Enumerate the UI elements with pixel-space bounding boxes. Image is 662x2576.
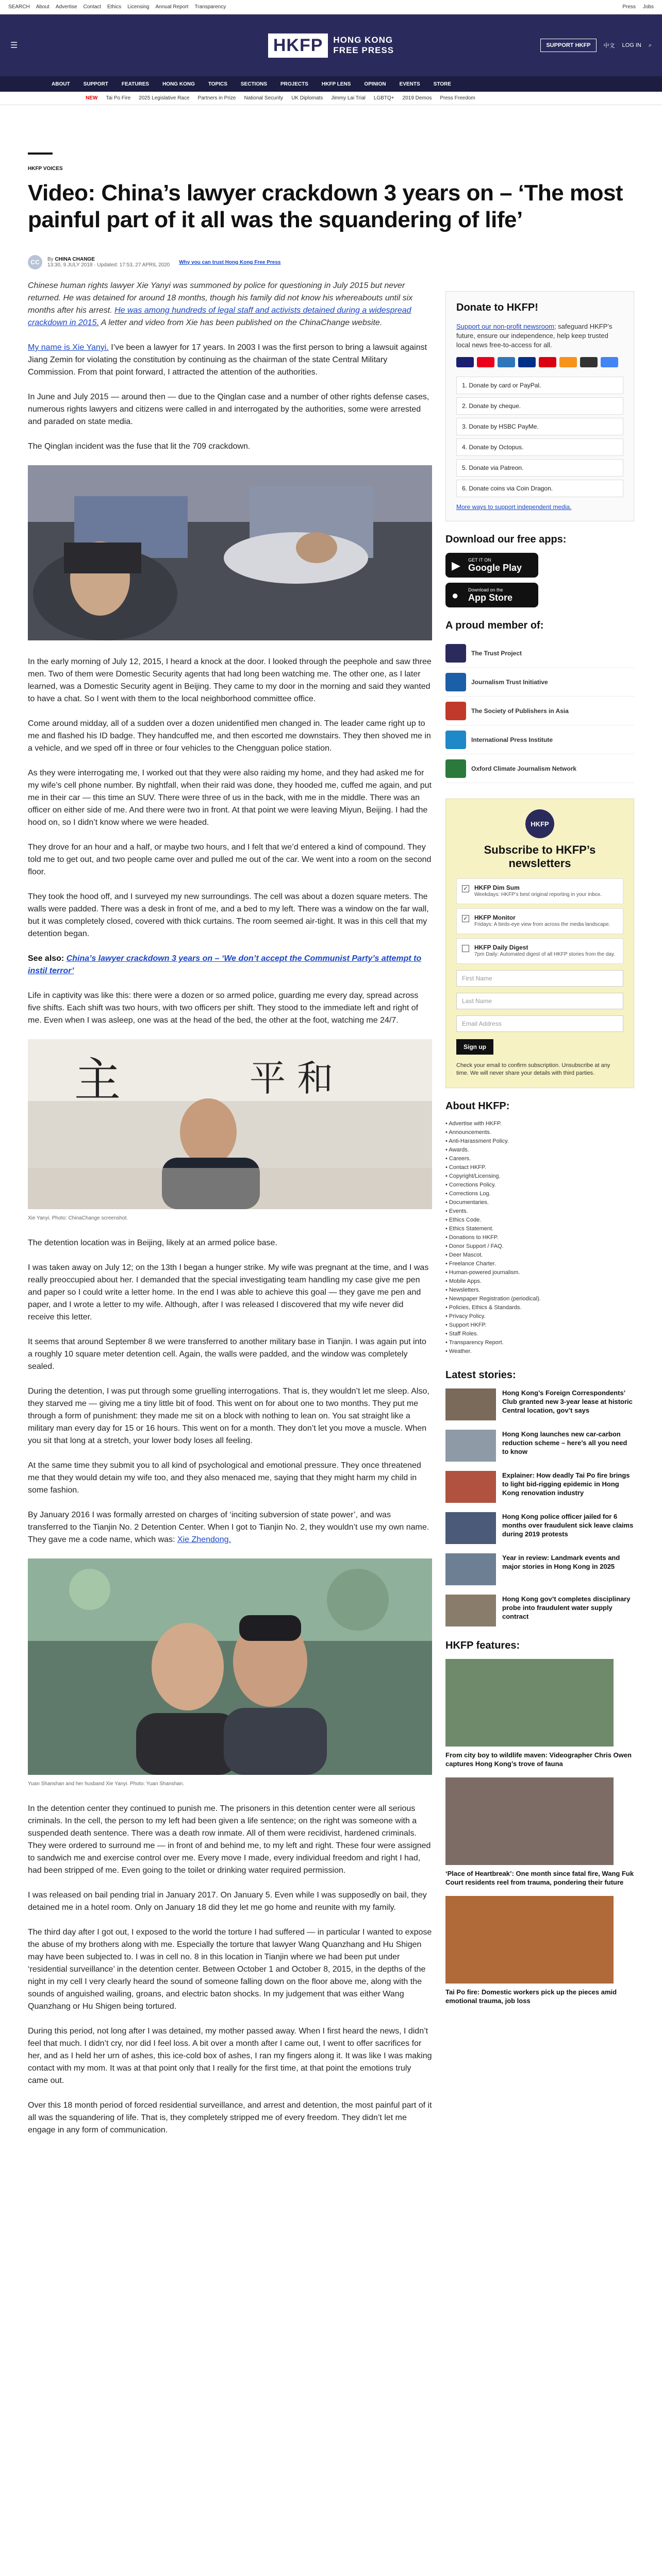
donate-intro-text: ; safeguard HKFP’s future, ensure our independence, help keep trusted local news free-to-access for all. <box>456 323 613 349</box>
paragraph-text: By January 2016 I was formally arrested on charges of ‘inciting subversion of state power’, and was transferred to the Tianjin No. 2 Detention Center. When I got to Tianjin No. 2, they wouldn’t use my own name. They gave me a code name, which was: <box>28 1511 429 1544</box>
paragraph: Come around midday, all of a sudden over a dozen unidentified men changed in. The leader came right up to me and flashed his ID badge. They handcuffed me, and then escorted me downstairs. They then shoved me in a vehicle, and we sped off in three or four vehicles to the Chengguan police station. <box>28 719 431 753</box>
top-link[interactable]: Licensing <box>127 4 150 10</box>
logo-mark: HKFP <box>268 33 328 58</box>
paragraph: During the detention, I was put through some gruelling interrogations. That is, they wouldn’t let me sleep. Also, they starved me — giving me a tiny little bit of food. This went on for about one to two months. They put me through a form of punishment: they made me sit on a block with nothing to lean on. You sat straight like a military man every day for 15 or 16 hours. This went on for a month. They don’t let you move a muscle. When you sit that long at a stretch, your lower body loses all feeling. <box>28 1387 429 1445</box>
donate-option[interactable]: 5. Donate via Patreon. <box>456 459 623 477</box>
signup-button[interactable]: Sign up <box>456 1039 493 1055</box>
about-title: About HKFP: <box>445 1100 510 1112</box>
feature-image[interactable] <box>445 1777 614 1865</box>
donate-options <box>456 377 623 497</box>
sidebar <box>445 280 634 2149</box>
latest-story[interactable] <box>445 1430 634 1462</box>
google-play-label: Google Play <box>468 562 522 573</box>
about-link[interactable]: • Privacy Policy. <box>445 1312 634 1321</box>
sub-nav-item[interactable]: National Security <box>244 95 284 101</box>
checkbox[interactable]: ✓ <box>462 915 469 922</box>
paragraph: Life in captivity was like this: there were a dozen or so armed police, guarding me every day, spread across five shifts. Each shift was two hours, with two officers per shift. They stood to the immediate left and right of me. Even when I was asleep, one was at the head of the bed, the other at the foot, watching me 24/7. <box>28 991 419 1025</box>
google-play-button[interactable] <box>445 553 538 578</box>
paragraph: The third day after I got out, I exposed to the world the torture I had suffered — in particular I wanted to expose the abuse of my brothers along with me. Especially the torture that lawyer Wang Quanzhang and Hu Shigen may have been subjected to. I was in cell no. 8 in this location in Tianjin where we had been put under ‘residential surveillance’ in the detention center. Between October 1 and October 8, 2015, in the depths of the night in my cell I very clearly heard the sound of someone falling down on the floor above me, along with the sounds of anguished wailing, groans, and electric baton shocks. In my judgement that was either Wang Quanzhang or Hu Shigen being tortured. <box>28 1928 432 2011</box>
sub-nav-item[interactable]: UK Diplomats <box>291 95 323 101</box>
sub-nav-item[interactable]: 2025 Legislative Race <box>139 95 190 101</box>
about-link[interactable]: • Support HKFP. <box>445 1321 634 1330</box>
newsletter-box <box>445 799 634 1088</box>
about-link[interactable]: • Awards. <box>445 1146 634 1155</box>
photo-illustration <box>28 1558 432 1775</box>
member-name: Journalism Trust Initiative <box>471 678 548 686</box>
byline-author-row: By CHINA CHANGE <box>47 257 95 262</box>
last-name-field[interactable]: Last Name <box>456 993 623 1009</box>
member-name: The Society of Publishers in Asia <box>471 707 569 715</box>
app-store-label: App Store <box>468 592 513 603</box>
top-utility-bar <box>0 0 662 14</box>
top-links-left <box>8 4 225 10</box>
nav-item[interactable]: HONG KONG <box>162 81 195 87</box>
nav-item[interactable]: HKFP LENS <box>321 81 351 87</box>
top-link[interactable]: Ethics <box>107 4 122 10</box>
about-link[interactable]: • Donor Support / FAQ. <box>445 1242 634 1251</box>
story-thumbnail <box>445 1471 496 1503</box>
paypal-icon <box>518 357 536 367</box>
article-lede <box>28 280 432 329</box>
search-icon[interactable]: ⌕ <box>648 42 652 48</box>
newsletter-option-text <box>474 944 615 958</box>
about-link[interactable]: • Donations to HKFP. <box>445 1233 634 1242</box>
masthead <box>0 14 662 76</box>
nav-item[interactable]: SUPPORT <box>83 81 108 87</box>
byline <box>28 255 634 269</box>
top-link[interactable]: Annual Report <box>155 4 189 10</box>
sub-nav-item[interactable]: 2019 Demos <box>402 95 432 101</box>
sub-nav <box>0 92 662 105</box>
newsletter-options <box>456 878 623 964</box>
about-link[interactable]: • Corrections Log. <box>445 1190 634 1198</box>
play-store-icon: ▶ <box>452 559 460 572</box>
newsletter-desc: Weekdays: HKFP’s best original reporting in your inbox. <box>474 892 602 897</box>
top-link[interactable]: About <box>36 4 49 10</box>
paragraph-link[interactable]: My name is Xie Yanyi. <box>28 343 109 352</box>
newsletter-option[interactable] <box>456 878 623 904</box>
member-item[interactable] <box>445 668 634 697</box>
about-link[interactable]: • Contact HKFP. <box>445 1163 634 1172</box>
member-item[interactable] <box>445 725 634 754</box>
newsletter-title: Subscribe to HKFP’s newsletters <box>484 843 596 870</box>
article-body <box>28 280 432 2149</box>
lede-text: Chinese human rights lawyer Xie Yanyi was summoned by police for questioning in July 2015 but never returned. He was detained for around 18 months, though his family did not know his whereabouts until six months after his arrest. <box>28 281 413 315</box>
couple-photo <box>28 1558 432 1775</box>
top-link[interactable]: Contact <box>83 4 101 10</box>
sub-nav-item[interactable]: LGBTQ+ <box>373 95 394 101</box>
donate-title: Donate to HKFP! <box>456 302 538 313</box>
donate-intro-link[interactable]: Support our non-profit newsroom <box>456 323 555 330</box>
members-title: A proud member of: <box>445 620 544 631</box>
publish-date: 13:30, 9 JULY 2018 · Updated: 17:53, 27 APRIL 2020 <box>47 262 170 268</box>
paragraph-link[interactable]: Xie Zhendong. <box>177 1535 231 1544</box>
applepay-icon <box>580 357 598 367</box>
donate-option[interactable]: 4. Donate by Octopus. <box>456 438 623 456</box>
latest-story[interactable] <box>445 1595 634 1626</box>
payment-logos <box>456 357 623 367</box>
paragraph: At the same time they submit you to all kind of psychological and emotional pressure. They once threatened me that they would detain my wife too, and they also menaced me, saying that they might harm my child in some fashion. <box>28 1461 421 1495</box>
paragraph: The detention location was in Beijing, likely at an armed police base. <box>28 1239 277 1247</box>
site-logo[interactable] <box>268 33 394 58</box>
member-logo-icon <box>445 673 466 691</box>
nav-item[interactable]: PROJECTS <box>280 81 308 87</box>
content-columns <box>28 280 634 2149</box>
story-title[interactable]: Year in review: Landmark events and major stories in Hong Kong in 2025 <box>502 1554 620 1570</box>
see-also <box>28 953 432 977</box>
paragraph: They drove for an hour and a half, or maybe two hours, and I felt that we’d entered a kind of compound. They told me to get out, and two people came over and pulled me out of the car. We went into a room on the second floor. <box>28 843 432 876</box>
latest-story[interactable] <box>445 1512 634 1544</box>
newsletter-name: HKFP Monitor <box>474 914 516 921</box>
about-link[interactable]: • Careers. <box>445 1155 634 1163</box>
photo-illustration <box>28 1039 432 1209</box>
payme-icon <box>539 357 556 367</box>
newsletter-desc: Fridays: A birds-eye view from across the media landscape. <box>474 922 610 927</box>
photo-caption: Xie Yanyi. Photo: ChinaChange screenshot. <box>28 1215 128 1221</box>
nav-item[interactable]: FEATURES <box>121 81 150 87</box>
about-link[interactable]: • Policies, Ethics & Standards. <box>445 1303 634 1312</box>
paragraph: It seems that around September 8 we were transferred to another military base in Tianjin. I was again put into a roughly 10 square meter detention cell. Again, the walls were padded, and the window was completely sealed. <box>28 1337 426 1371</box>
apple-icon: ● <box>452 589 459 602</box>
see-also-label: See also: <box>28 954 64 963</box>
member-list <box>445 639 634 783</box>
top-link[interactable]: SEARCH <box>8 4 30 10</box>
feature-stories <box>445 1659 634 2005</box>
visa-icon <box>456 357 474 367</box>
about-link[interactable]: • Advertise with HKFP. <box>445 1120 634 1128</box>
paragraph <box>28 342 432 379</box>
top-link[interactable]: Advertise <box>55 4 77 10</box>
video-still-image[interactable] <box>28 465 432 640</box>
paragraph: During this period, not long after I was detained, my mother passed away. When I first heard the news, I didn’t feel that much. I didn’t cry, nor did I feel loss. A bit over a month after I came out, I went to offer sacrifices for her, and as I held her urn of ashes, this ice-cold box of ashes, I ran my fingers along it. It was like I was making contact with my mom. It was at that point only that I really for the first time, at that point the emotions truly came out. <box>28 2027 432 2085</box>
paragraph: In June and July 2015 — around then — due to the Qinglan case and a number of other rights defense cases, numerous rights lawyers and citizens were called in and interrogated by the authorities, some were arrested and paraded on state media. <box>28 393 429 426</box>
about-link[interactable]: • Anti-Harassment Policy. <box>445 1137 634 1146</box>
menu-icon[interactable]: ☰ <box>10 41 18 50</box>
about-link[interactable]: • Transparency Report. <box>445 1338 634 1347</box>
latest-story[interactable] <box>445 1553 634 1585</box>
about-link[interactable]: • Announcements. <box>445 1128 634 1137</box>
donate-option[interactable]: 2. Donate by cheque. <box>456 397 623 415</box>
masthead-actions <box>540 39 652 52</box>
octopus-icon <box>559 357 577 367</box>
newsletter-name: HKFP Daily Digest <box>474 944 528 951</box>
member-logo-icon <box>445 759 466 778</box>
about-link[interactable]: • Deer Mascot. <box>445 1251 634 1260</box>
video-still-illustration <box>28 465 432 640</box>
app-store-button[interactable] <box>445 583 538 607</box>
support-button[interactable]: SUPPORT HKFP <box>540 39 596 52</box>
latest-stories <box>445 1388 634 1626</box>
top-links-right <box>622 4 654 10</box>
paragraph: They took the hood off, and I surveyed my new surroundings. The cell was about a dozen square meters. The walls were padded. There was a desk in front of me, and a bed to my left. There was a window on the far wall, but it was completely closed, covered with thick curtains. The room seemed air-tight. It was in this cell that my detention began. <box>28 892 429 938</box>
google-play-small: GET IT ON <box>468 557 491 563</box>
sub-nav-item[interactable]: Jimmy Lai Trial <box>331 95 366 101</box>
paragraph: As they were interrogating me, I worked out that they were also raiding my home, and they had asked me for my wife’s cell phone number. By nightfall, when their raid was done, they hooded me, cuffed me again, and put me in their car — this time an SUV. There were three of us in the back, with me in the middle. There was an officer on either side of me. And there were two in front. At that point we were leaving Miyun, Beijing. I had the hood on, so I didn’t know where we were headed. <box>28 769 432 827</box>
xie-yanyi-photo <box>28 1039 432 1209</box>
about-link[interactable]: • Freelance Charter. <box>445 1260 634 1268</box>
member-logo-icon <box>445 731 466 749</box>
sub-nav-items <box>106 95 475 101</box>
feature-title[interactable]: From city boy to wildlife maven: Videographer Chris Owen captures Hong Kong’s trove of fauna <box>445 1751 632 1768</box>
latest-title: Latest stories: <box>445 1369 516 1381</box>
top-link[interactable]: Jobs <box>642 4 654 10</box>
new-badge: NEW <box>86 95 98 101</box>
feature-title[interactable]: ‘Place of Heartbreak’: One month since fatal fire, Wang Fuk Court residents reel from trauma, pondering their future <box>445 1870 634 1886</box>
nav-item[interactable]: OPINION <box>364 81 386 87</box>
about-link[interactable]: • Documentaries. <box>445 1198 634 1207</box>
author-avatar: CC <box>28 255 42 269</box>
nav-item[interactable]: SECTIONS <box>240 81 268 87</box>
member-logo-icon <box>445 644 466 663</box>
nav-item[interactable]: TOPICS <box>208 81 227 87</box>
story-thumbnail <box>445 1512 496 1544</box>
member-item[interactable] <box>445 639 634 668</box>
about-list <box>445 1120 634 1356</box>
newsletter-option-text <box>474 914 610 928</box>
article-headline: Video: China’s lawyer crackdown 3 years on – ‘The most painful part of it all was the squandering of life’ <box>28 180 623 232</box>
nav-item[interactable]: EVENTS <box>399 81 420 87</box>
apps-title: Download our free apps: <box>445 534 567 545</box>
about-link[interactable]: • Corrections Policy. <box>445 1181 634 1190</box>
paragraph-text: I’ve been a lawyer for 17 years. In 2003 I was the first person to bring a lawsuit against Jiang Zemin for violating the constitution by continuing as the chairman of the state Central Military Commission. From that point forward, I attracted the attention of the authorities. <box>28 343 427 377</box>
story-thumbnail <box>445 1553 496 1585</box>
donate-box <box>445 291 634 521</box>
donate-intro <box>456 322 623 350</box>
about-link[interactable]: • Ethics Code. <box>445 1216 634 1225</box>
main-nav <box>0 76 662 92</box>
features-title: HKFP features: <box>445 1640 520 1651</box>
story-thumbnail <box>445 1595 496 1626</box>
language-switch[interactable]: 中文 <box>603 43 615 49</box>
amex-icon <box>498 357 515 367</box>
about-link[interactable]: • Newsletters. <box>445 1286 634 1295</box>
sub-nav-item[interactable]: Partners in Prize <box>197 95 236 101</box>
logo-line-2: FREE PRESS <box>333 45 394 55</box>
paragraph: In the detention center they continued to punish me. The prisoners in this detention center were all serious criminals. In the cell, the person to my left had been given a life sentence; on the right was someone with a suspended death sentence. There was a death row inmate. All of them were recidivist, hardened criminals. They were ordered to surround me — in front of and behind me, to my left and right. These four were assigned to sandwich me and exercise control over me. Every move I made, every individual freedom and right I had, had been stripped of me. Even going to the toilet or drinking water required permission. <box>28 1804 431 1875</box>
trust-link[interactable]: Why you can trust Hong Kong Free Press <box>179 259 281 265</box>
app-store-small: Download on the <box>468 587 503 592</box>
mastercard-icon <box>477 357 494 367</box>
latest-story[interactable] <box>445 1471 634 1503</box>
story-title[interactable]: Hong Kong police officer jailed for 6 months over fraudulent sick leave claims during 2019 protests <box>502 1513 634 1538</box>
about-link[interactable]: • Human-powered journalism. <box>445 1268 634 1277</box>
nav-item[interactable]: STORE <box>433 81 451 87</box>
sub-nav-item[interactable]: Press Freedom <box>440 95 475 101</box>
paragraph: The Qinglan incident was the fuse that lit the 709 crackdown. <box>28 442 251 451</box>
member-name: International Press Institute <box>471 736 553 743</box>
about-link[interactable]: • Staff Roles. <box>445 1330 634 1338</box>
section-rule <box>28 152 53 155</box>
about-link[interactable]: • Ethics Statement. <box>445 1225 634 1233</box>
hkfp-badge: HKFP <box>525 809 554 838</box>
donate-option[interactable]: 1. Donate by card or PayPal. <box>456 377 623 394</box>
story-title[interactable]: Explainer: How deadly Tai Po fire brings to light bid-rigging epidemic in Hong Kong renovation industry <box>502 1471 630 1497</box>
googlepay-icon <box>601 357 618 367</box>
author-name[interactable]: CHINA CHANGE <box>55 257 95 262</box>
first-name-field[interactable]: First Name <box>456 970 623 987</box>
member-item[interactable] <box>445 754 634 783</box>
newsletter-name: HKFP Dim Sum <box>474 884 520 891</box>
donate-option[interactable]: 3. Donate by HSBC PayMe. <box>456 418 623 435</box>
paragraph: I was taken away on July 12; on the 13th I began a hunger strike. My wife was pregnant at the time, and I was really preoccupied about her. I demanded that the special investigating team handling my case give me pen and paper so I could write a letter home. In the end I was able to achieve this goal — they gave me pen and paper, and I wrote a letter to my wife. Although, after I was released I discovered that my wife never did receive this letter. <box>28 1263 429 1321</box>
paragraph: I was released on bail pending trial in January 2017. On January 5. Even while I was supposedly on bail, they detained me in a hotel room. Only on January 18 did they let me go home and reunite with my family. <box>28 1891 427 1912</box>
member-item[interactable] <box>445 697 634 725</box>
newsletter-option[interactable] <box>456 908 623 934</box>
logo-line-1: HONG KONG <box>333 35 393 45</box>
newsletter-option-text <box>474 884 602 899</box>
newsletter-option[interactable] <box>456 938 623 964</box>
page-wrap <box>28 152 634 2149</box>
about-link[interactable]: • Copyright/Licensing. <box>445 1172 634 1181</box>
member-logo-icon <box>445 702 466 720</box>
nav-item[interactable]: ABOUT <box>52 81 70 87</box>
lede-end: A letter and video from Xie has been published on the ChinaChange website. <box>101 318 383 327</box>
newsletter-desc: 7pm Daily: Automated digest of all HKFP stories from the day. <box>474 952 616 957</box>
story-thumbnail <box>445 1430 496 1462</box>
article-kicker[interactable]: HKFP VOICES <box>28 166 63 172</box>
story-title[interactable]: Hong Kong’s Foreign Correspondents’ Club granted new 3-year lease at historic Central location, gov’t says <box>502 1389 633 1414</box>
email-field[interactable]: Email Address <box>456 1015 623 1032</box>
about-link[interactable]: • Mobile Apps. <box>445 1277 634 1286</box>
donate-option[interactable]: 6. Donate coins via Coin Dragon. <box>456 480 623 497</box>
lede-link[interactable]: He was among hundreds of legal staff and activists detained during a widespread crackdown in 2015. <box>28 306 411 327</box>
member-name: The Trust Project <box>471 649 522 657</box>
login-link[interactable]: LOG IN <box>622 42 641 48</box>
story-thumbnail <box>445 1388 496 1420</box>
photo-caption: Yuan Shanshan and her husband Xie Yanyi. Photo: Yuan Shanshan. <box>28 1781 185 1787</box>
about-link[interactable]: • Newspaper Registration (periodical). <box>445 1295 634 1303</box>
about-link[interactable]: • Weather. <box>445 1347 634 1356</box>
donate-more-link[interactable]: More ways to support independent media. <box>456 503 572 511</box>
paragraph: Over this 18 month period of forced residential surveillance, and arrest and detention, the most painful part of it all was the squandering of life. That is, they completely stripped me of every freedom. They didn’t let me engage in any form of communication. <box>28 2101 432 2134</box>
paragraph <box>28 1509 432 1546</box>
checkbox[interactable]: ✓ <box>462 885 469 892</box>
story-title[interactable]: Hong Kong gov’t completes disciplinary probe into fraudulent water supply contract <box>502 1595 631 1620</box>
paragraph: In the early morning of July 12, 2015, I heard a knock at the door. I looked through the peephole and saw three men. Two of them were Domestic Security agents that had long been watching me. The other one, as I later learned, was a Domestic Security agent in Beijing. They came to my door in the morning and said they wanted to have a chat. So I went with them to the local neighborhood committee office. <box>28 657 432 703</box>
feature-title[interactable]: Tai Po fire: Domestic workers pick up the pieces amid emotional trauma, job loss <box>445 1988 617 2005</box>
feature-image[interactable] <box>445 1659 614 1747</box>
svg-text:主: 主 <box>74 1053 121 1107</box>
newsletter-note: Check your email to confirm subscription. Unsubscribe at any time. We will never share your details with third parties. <box>456 1062 610 1076</box>
checkbox[interactable] <box>462 945 469 952</box>
feature-image[interactable] <box>445 1896 614 1984</box>
top-link[interactable]: Transparency <box>194 4 226 10</box>
logo-wordmark <box>333 35 394 56</box>
see-also-link[interactable]: China’s lawyer crackdown 3 years on – ‘We don’t accept the Communist Party’s attempt to instil terror’ <box>28 954 422 975</box>
about-link[interactable]: • Events. <box>445 1207 634 1216</box>
svg-text:平 和: 平 和 <box>250 1057 334 1099</box>
story-title[interactable]: Hong Kong launches new car-carbon reduction scheme – here’s all you need to know <box>502 1430 627 1455</box>
sub-nav-item[interactable]: Tai Po Fire <box>106 95 131 101</box>
latest-story[interactable] <box>445 1388 634 1420</box>
member-name: Oxford Climate Journalism Network <box>471 765 577 772</box>
top-link[interactable]: Press <box>622 4 636 10</box>
